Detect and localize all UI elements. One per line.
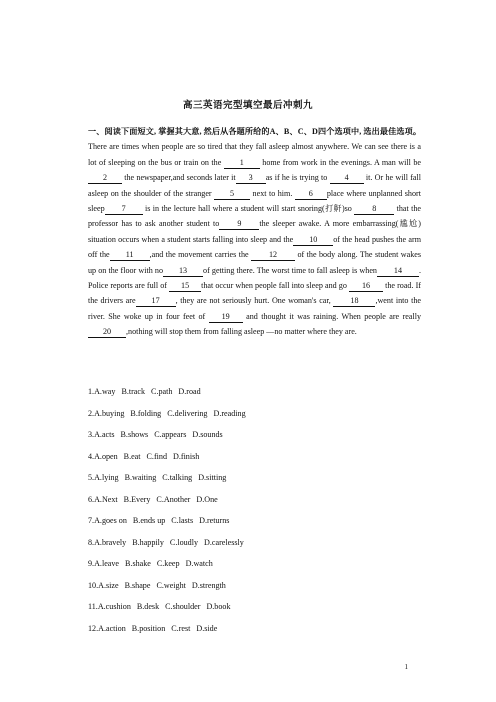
passage-text: as if he is trying to — [265, 173, 330, 183]
passage-text: ,went into the river. She woke up in four feet of — [88, 296, 421, 321]
option-choice: C.delivering — [167, 408, 208, 418]
passage-text: There are times when people are so tired that they fall asleep almost anywhere. We can see there is a lot of sleeping on the bus or train on the — [88, 142, 421, 167]
answer-options — [88, 381, 421, 639]
blank-6: 6 — [295, 189, 327, 200]
option-choice: B.position — [131, 623, 166, 633]
passage-text: place where unplanned short sleep — [88, 188, 421, 214]
option-choice: D.One — [196, 494, 218, 504]
blank-18: 18 — [333, 296, 375, 307]
option-choice: B.eat — [123, 451, 141, 461]
option-choice: 7.A.goes on — [88, 516, 127, 525]
option-choice: C.path — [151, 387, 173, 396]
passage-text: home from work in the evenings. A man will be — [259, 157, 421, 167]
option-choice: B.happily — [132, 537, 164, 547]
passage-text: the sleeper awake. A more embarrassing(尴尬) situation occurs when a student starts falling into sleep and the — [88, 219, 421, 244]
blank-12: 12 — [251, 250, 295, 261]
option-choice: 3.A.acts — [88, 430, 115, 439]
blank-4: 4 — [330, 173, 364, 184]
instruction-text: 一、阅读下面短文, 掌握其大意, 然后从各题所给的A、B、C、D四个选项中, 选出最佳选项。 — [88, 127, 421, 136]
option-choice: 11.A.cushion — [88, 602, 131, 611]
option-choice: 6.A.Next — [88, 494, 118, 504]
option-choice: 10.A.size — [88, 580, 119, 590]
option-choice: C.loudly — [169, 537, 199, 547]
blank-1: 1 — [224, 158, 260, 169]
option-choice: B.desk — [136, 602, 160, 611]
blank-3: 3 — [236, 173, 266, 184]
option-row-7 — [88, 510, 421, 532]
option-choice: D.book — [206, 602, 231, 611]
passage-text: of the body along. The student wakes up on the floor with no — [88, 250, 421, 275]
passage-text: is in the lecture hall where a student will start snoring(打鼾)so — [142, 204, 355, 214]
blank-15: 15 — [169, 281, 201, 292]
option-row-1 — [88, 381, 421, 403]
option-choice: C.Another — [156, 494, 191, 504]
blank-14: 14 — [377, 266, 419, 277]
option-choice: 12.A.action — [88, 623, 126, 633]
option-choice: B.shape — [124, 580, 151, 590]
option-choice: B.Every — [123, 494, 151, 504]
option-row-11 — [88, 596, 421, 618]
passage-text: of getting there. The worst time to fall asleep is when — [203, 265, 377, 275]
option-choice: C.find — [146, 451, 167, 461]
passage-text: that the professor has to ask another student to — [88, 204, 422, 229]
option-choice: B.ends up — [132, 516, 166, 525]
option-choice: D.sitting — [198, 473, 227, 482]
option-row-6 — [88, 489, 421, 511]
option-choice: C.talking — [162, 473, 193, 482]
option-choice: D.returns — [199, 516, 230, 525]
option-choice: 8.A.bravely — [88, 537, 127, 547]
option-choice: D.watch — [185, 559, 213, 568]
passage-text: . Police reports are full of — [88, 265, 421, 291]
option-row-8 — [88, 532, 421, 554]
passage-text: ,nothing will stop them from falling asleep —no matter where they are. — [126, 327, 357, 337]
blank-7: 7 — [105, 204, 143, 215]
blank-2: 2 — [88, 173, 122, 184]
option-row-10 — [88, 575, 421, 597]
option-choice: C.lasts — [171, 516, 194, 525]
option-choice: D.carelessly — [204, 537, 244, 547]
passage-text: next to him. — [250, 188, 295, 198]
blank-20: 20 — [88, 327, 126, 338]
option-choice: D.road — [178, 387, 201, 396]
passage-text: the road. If the drivers are — [88, 281, 421, 306]
option-row-3 — [88, 424, 421, 446]
option-choice: C.keep — [156, 559, 180, 568]
blank-11: 11 — [110, 250, 150, 261]
option-choice: 5.A.lying — [88, 473, 119, 482]
option-choice: C.rest — [171, 623, 191, 633]
option-choice: D.strength — [191, 580, 226, 590]
blank-9: 9 — [219, 219, 259, 230]
blank-8: 8 — [354, 204, 394, 215]
page-number: 1 — [404, 663, 408, 671]
blank-16: 16 — [349, 281, 383, 292]
blank-13: 13 — [163, 266, 203, 277]
option-row-12 — [88, 618, 421, 640]
option-row-2 — [88, 403, 421, 425]
option-choice: B.folding — [130, 408, 162, 418]
passage-text: ,and the movement carries the — [149, 250, 252, 260]
option-choice: D.finish — [173, 451, 200, 461]
option-row-5 — [88, 467, 421, 489]
passage-text: it. Or he will fall asleep on the shoulder of the stranger — [88, 173, 421, 198]
option-choice: B.waiting — [124, 473, 157, 482]
option-choice: C.weight — [156, 580, 186, 590]
option-choice: D.sounds — [192, 430, 223, 439]
option-choice: 9.A.leave — [88, 559, 120, 568]
option-row-9 — [88, 553, 421, 575]
option-choice: 1.A.way — [88, 387, 116, 396]
passage-text: and thought it was raining. When people are really — [242, 311, 421, 321]
option-choice: B.shows — [120, 430, 149, 439]
passage-text: that occur when people fall into sleep and go — [201, 281, 349, 291]
page-title: 高三英语完型填空最后冲刺九 — [182, 101, 313, 111]
option-choice: D.reading — [213, 408, 246, 418]
passage-text: the newspaper,and seconds later it — [122, 173, 236, 183]
passage-text: , they are not seriously hurt. One woman's car, — [175, 296, 334, 306]
option-choice: C.appears — [154, 430, 187, 439]
blank-5: 5 — [214, 189, 250, 200]
cloze-passage — [88, 124, 421, 340]
passage-body — [88, 142, 421, 336]
option-choice: D.side — [196, 623, 218, 633]
option-choice: 2.A.buying — [88, 408, 125, 418]
blank-17: 17 — [136, 296, 176, 307]
option-choice: 4.A.open — [88, 451, 118, 461]
blank-10: 10 — [293, 235, 333, 246]
blank-19: 19 — [209, 312, 243, 323]
passage-text: of the head pushes the arm off the — [88, 234, 422, 260]
option-choice: C.shoulder — [165, 602, 201, 611]
option-choice: B.shake — [125, 559, 151, 568]
option-choice: B.track — [121, 387, 146, 396]
option-row-4 — [88, 446, 421, 468]
